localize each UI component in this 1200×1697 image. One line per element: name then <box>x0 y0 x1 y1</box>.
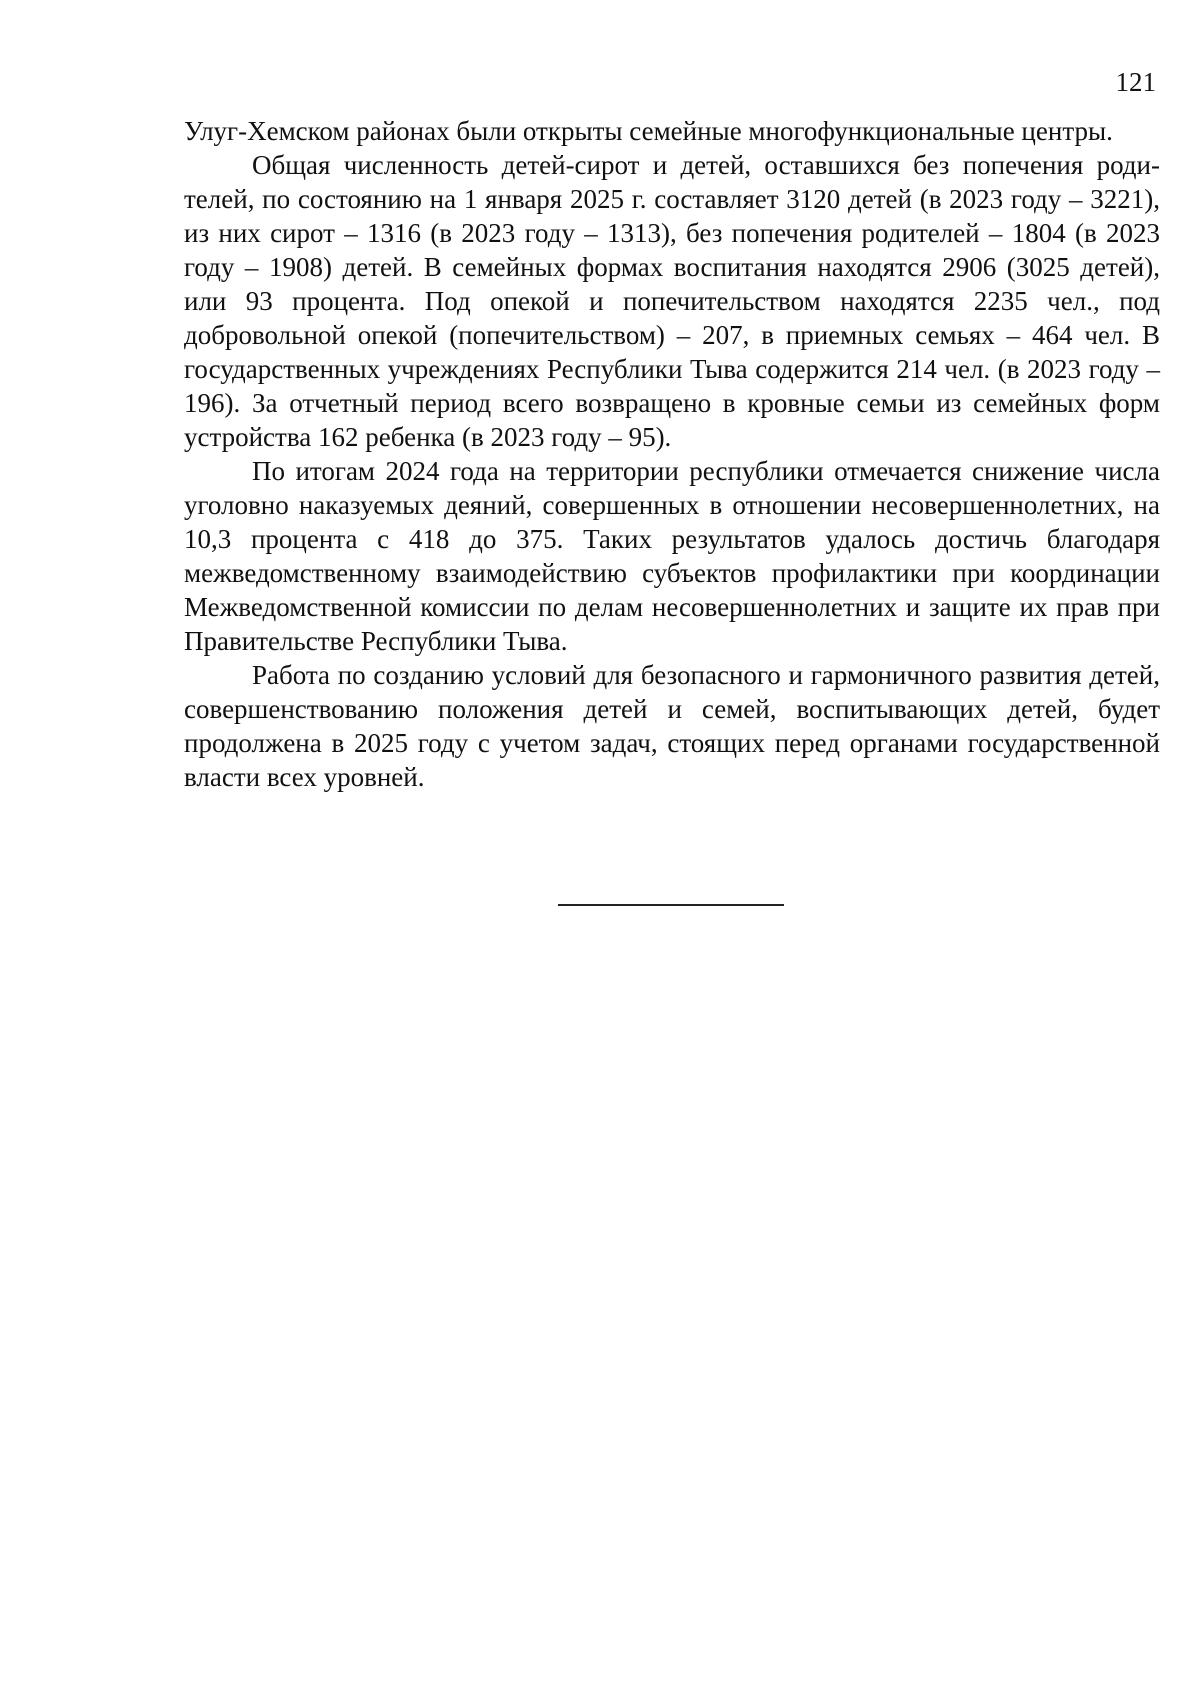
paragraph-conclusion: Работа по созданию условий для безопасного и гармоничного развития детей, совершенствованию положения детей и семей, воспитывающих детей, будет продолжена в 2025 году с учетом задач, стоящих перед органами государственной власти всех уровней. <box>184 660 1160 792</box>
page-number: 121 <box>1115 67 1156 97</box>
paragraph-continuation: Улуг-Хемском районах были открыты семейные многофункциональные центры. <box>184 116 1113 146</box>
paragraph-crime-statistics: По итогам 2024 года на территории республики отмечается снижение числа уголовно наказуемых деяний, совершенных в отношении несовершеннолетних, на 10,3 процента с 418 до 375. Таких результатов удалось достичь благодаря межведомственному взаимодействию субъектов профилактики при координации Межведомственной комиссии по делам несовершеннолетних и защите их прав при Правительстве Республики Тыва. <box>184 456 1160 656</box>
end-of-text-rule <box>558 904 784 906</box>
body-text <box>184 114 1160 794</box>
paragraph-orphans-statistics: Общая численность детей-сирот и детей, оставшихся без попечения родителей, по состоянию на 1 января 2025 г. составляет 3120 детей (в 2023 году – 3221), из них сирот – 1316 (в 2023 году – 1313), без попечения родителей – 1804 (в 2023 году – 1908) детей. В семейных формах воспитания находятся 2906 (3025 детей), или 93 процента. Под опекой и попечительством находятся 2235 чел., под добровольной опекой (попечительством) – 207, в приемных семьях – 464 чел. В государственных учреждениях Республики Тыва содержится 214 чел. (в 2023 году – 196). За отчетный период всего возвращено в кровные семьи из семейных форм устройства 162 ребенка (в 2023 году – 95). <box>184 150 1160 452</box>
